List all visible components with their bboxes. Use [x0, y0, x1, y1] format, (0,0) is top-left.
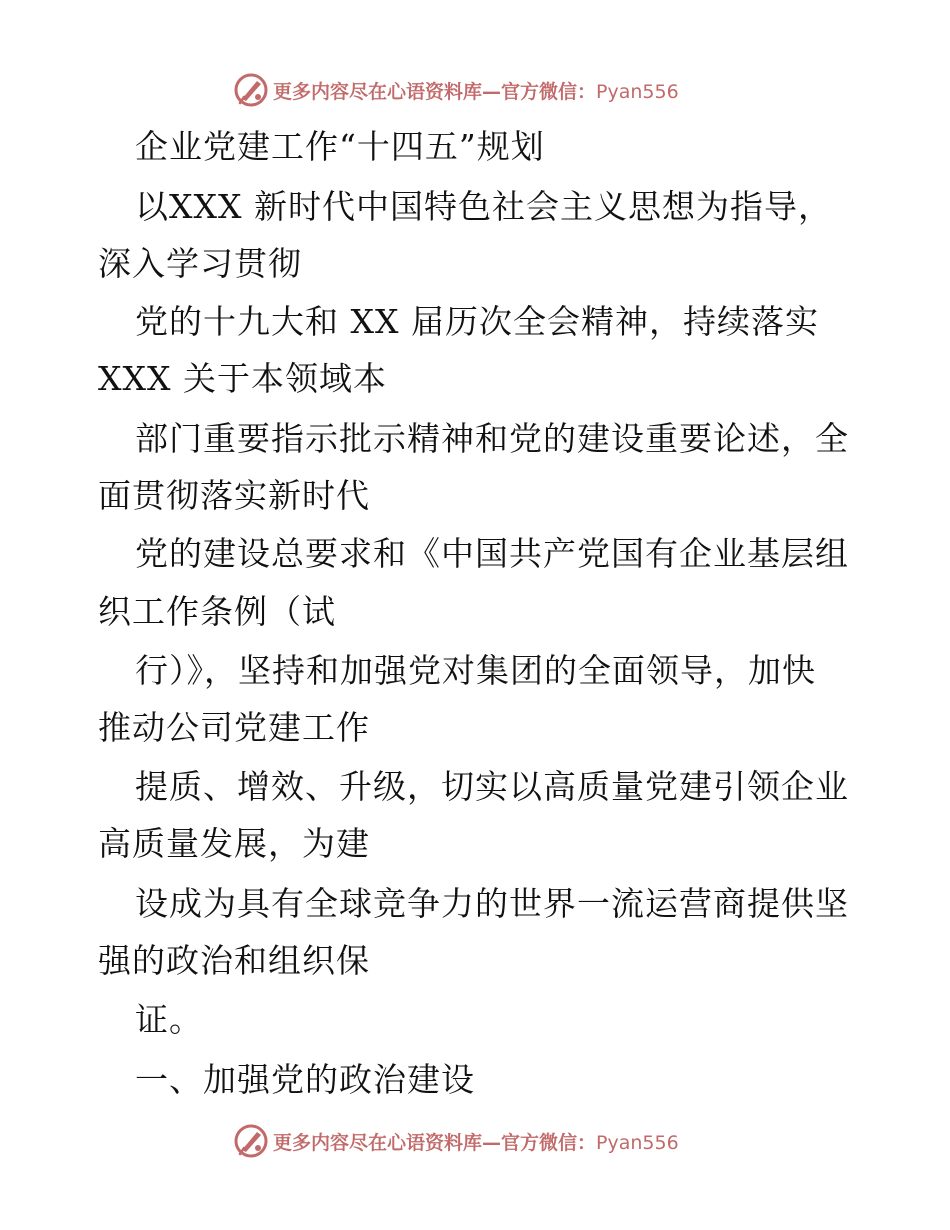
paragraph-line: XXX 关于本领域本: [98, 359, 387, 398]
paragraph-line: 面贯彻落实新时代: [98, 476, 370, 515]
paragraph-line: 行）》，坚持和加强党对集团的全面领导，加快: [135, 651, 816, 690]
header-watermark-banner: [233, 70, 753, 110]
document-title: 企业党建工作“十四五”规划: [135, 127, 545, 166]
banner-wechat-id: Pyan556: [596, 1131, 679, 1154]
banner-text: [273, 1128, 679, 1155]
quill-pen-seal-icon: [233, 1123, 269, 1159]
banner-text-cn: 更多内容尽在心语资料库—官方微信：: [273, 1131, 597, 1154]
paragraph-line: 推动公司党建工作: [98, 708, 370, 747]
banner-wechat-id: Pyan556: [596, 80, 679, 103]
banner-text: [273, 77, 679, 104]
paragraph-line: 证。: [135, 1000, 203, 1039]
footer-watermark-banner: [233, 1121, 753, 1161]
paragraph-line: 党的十九大和 XX 届历次全会精神，持续落实: [135, 302, 819, 341]
paragraph-line: 强的政治和组织保: [98, 941, 370, 980]
paragraph-line: 部门重要指示批示精神和党的建设重要论述，全: [135, 419, 849, 458]
paragraph-line: 以XXX 新时代中国特色社会主义思想为指导，: [135, 187, 832, 226]
paragraph-line: 高质量发展，为建: [98, 824, 370, 863]
quill-pen-seal-icon: [233, 72, 269, 108]
paragraph-line: 设成为具有全球竞争力的世界一流运营商提供坚: [135, 884, 849, 923]
paragraph-line: 党的建设总要求和《中国共产党国有企业基层组: [135, 534, 849, 573]
paragraph-line: 织工作条例（试: [98, 592, 336, 631]
section-heading: 一、加强党的政治建设: [135, 1060, 475, 1099]
banner-text-cn: 更多内容尽在心语资料库—官方微信：: [273, 80, 597, 103]
paragraph-line: 提质、增效、升级，切实以高质量党建引领企业: [135, 767, 849, 806]
paragraph-line: 深入学习贯彻: [98, 244, 302, 283]
